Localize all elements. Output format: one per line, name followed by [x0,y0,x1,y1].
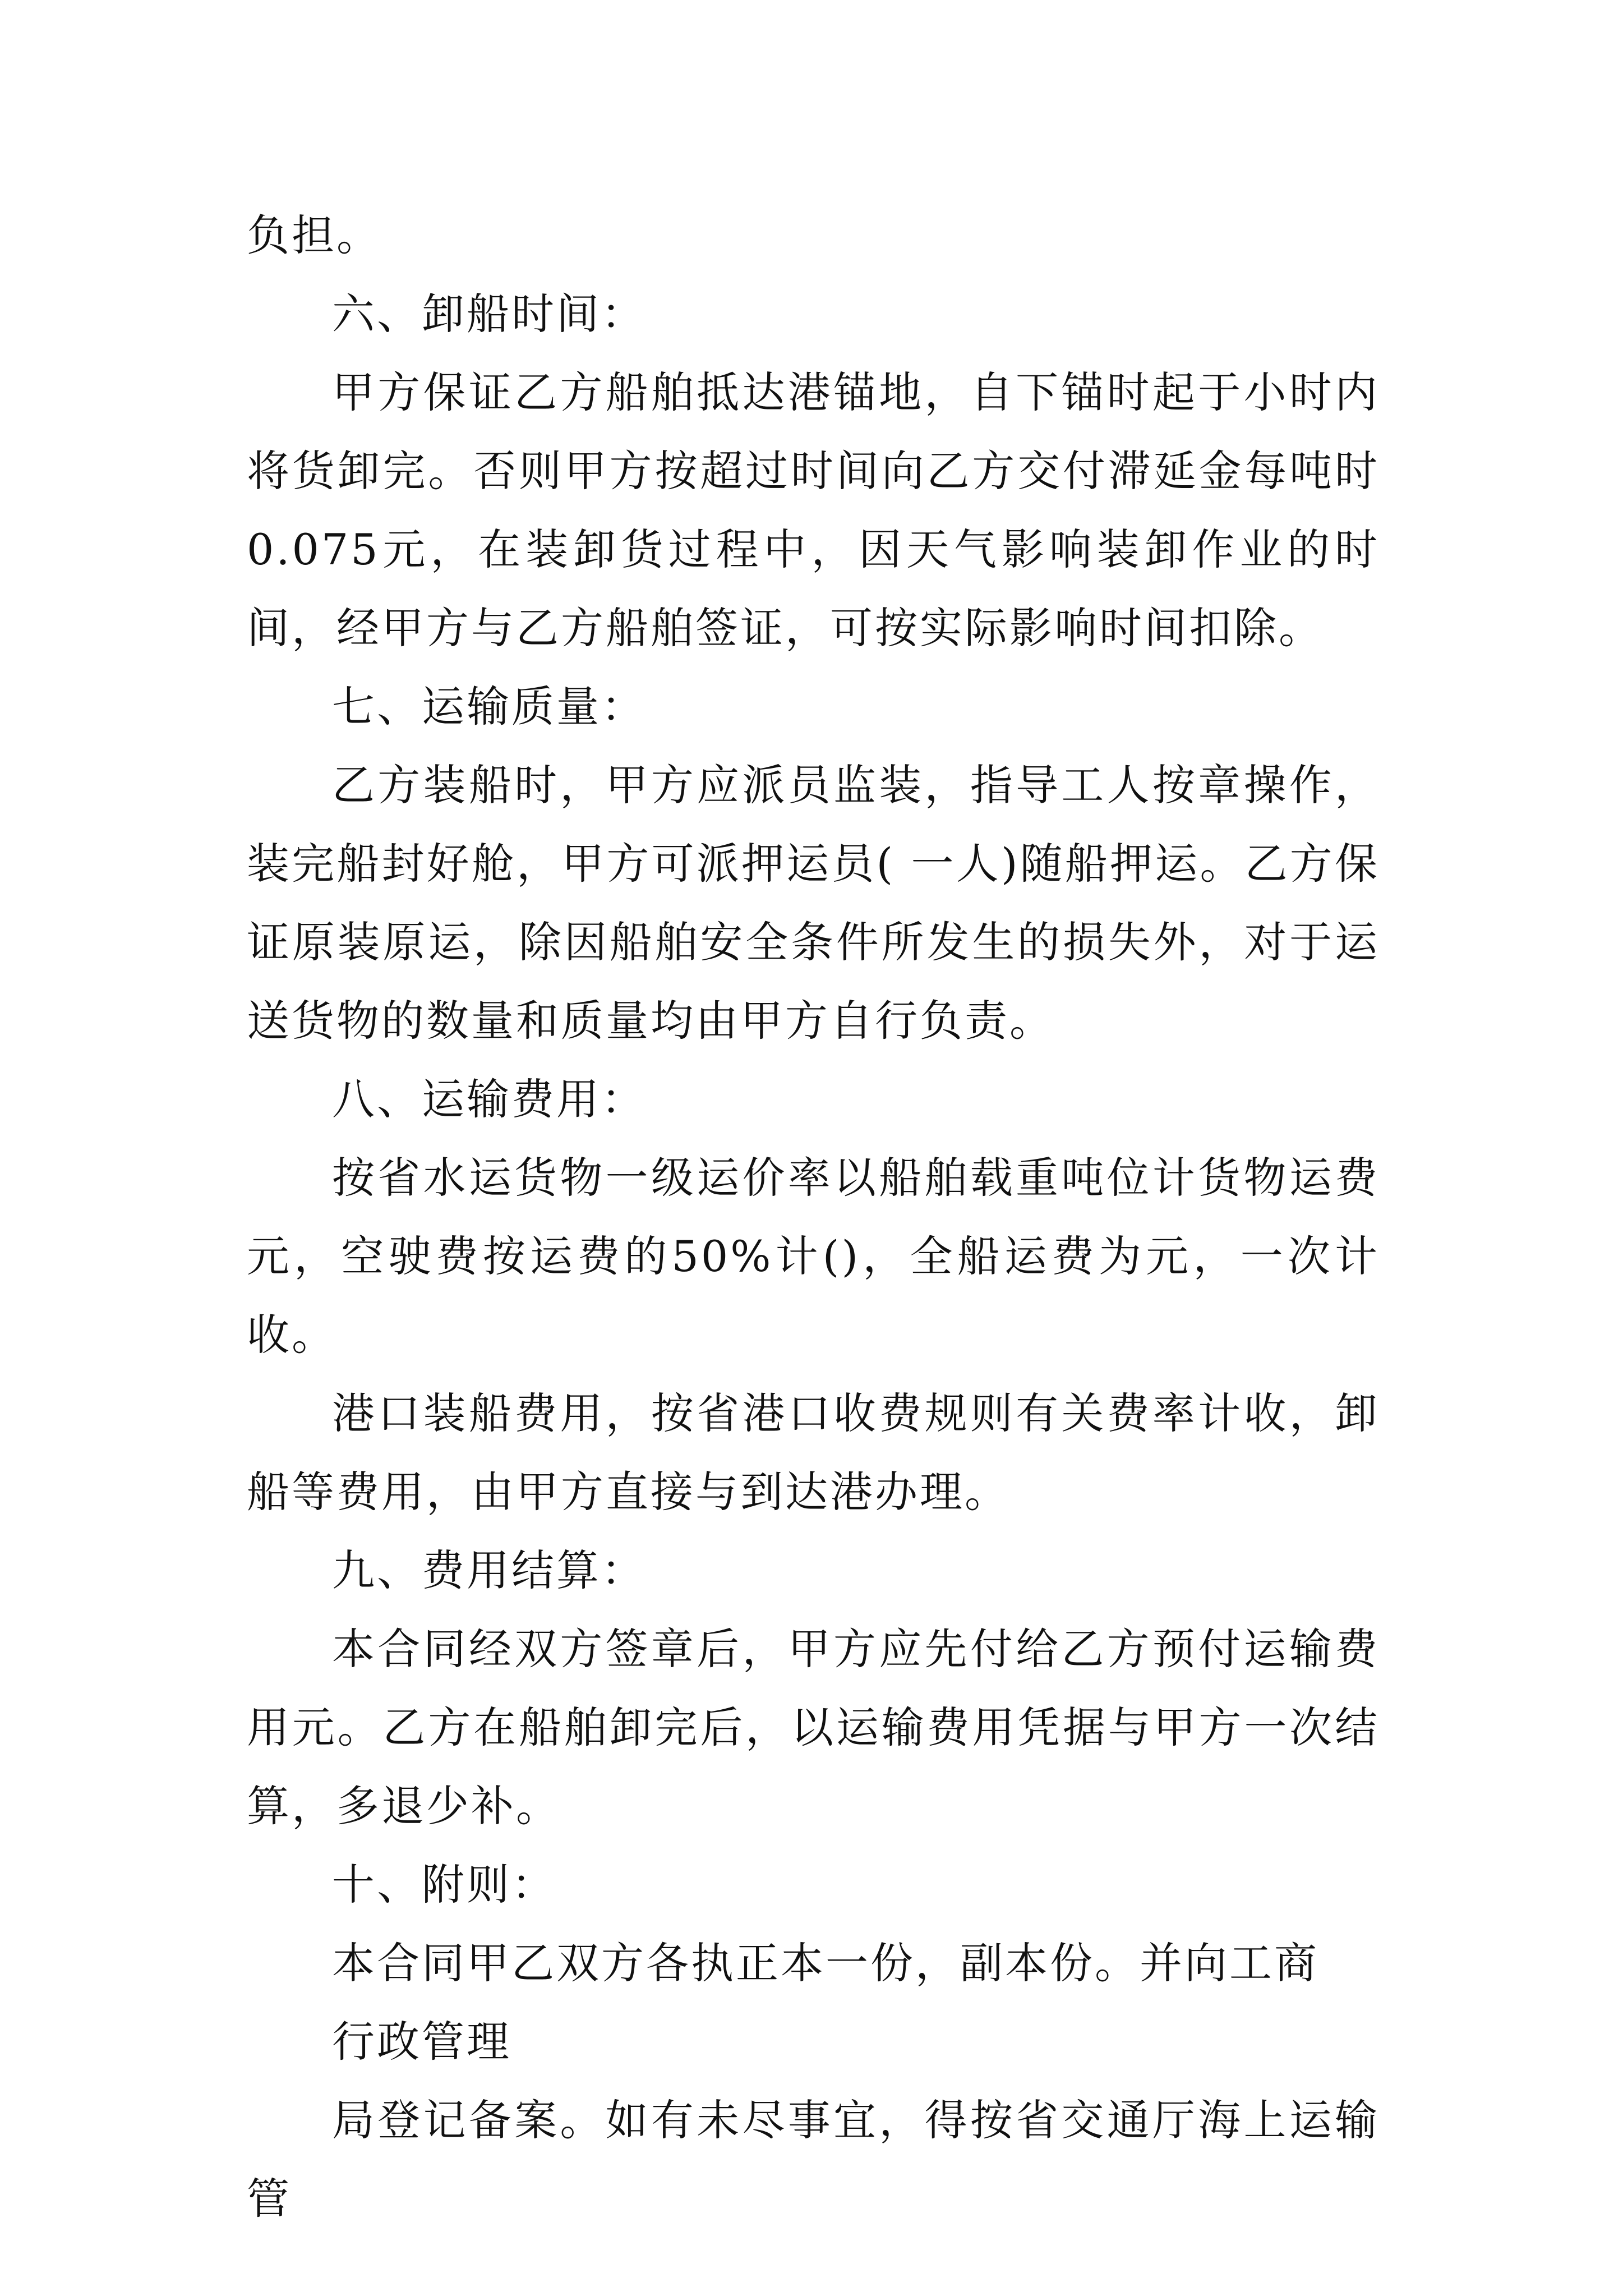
paragraph-unloading-terms: 甲方保证乙方船舶抵达港锚地，自下锚时起于小时内将货卸完。否则甲方按超过时间向乙方交付滞延金每吨时0.075元，在装卸货过程中，因天气影响装卸作业的时间，经甲方与乙方船舶签证，可按实际影响时间扣除。 [247,367,1380,653]
section-heading-transport-quality: 七、运输质量： [332,682,646,731]
section-heading-transport-fees: 八、运输费用： [332,1074,646,1124]
paragraph-continuation: 负担。 [247,210,381,260]
paragraph-settlement-terms: 本合同经双方签章后，甲方应先付给乙方预付运输费用元。乙方在船舶卸完后，以运输费用凭据与甲方一次结算，多退少补。 [247,1624,1380,1831]
paragraph-copies: 本合同甲乙双方各执正本一份，副本份。并向工商 [332,1938,1319,1988]
paragraph-quality-terms: 乙方装船时，甲方应派员监装，指导工人按章操作，装完船封好舱，甲方可派押运员( 一人)随船押运。乙方保证原装原运，除因船舶安全条件所发生的损失外，对于运送货物的数量和质量均由甲方自行负责。 [247,760,1380,1046]
section-heading-unloading-time: 六、卸船时间： [332,289,646,339]
paragraph-freight-rate: 按省水运货物一级运价率以船舶载重吨位计货物运费元，空驶费按运费的50%计()，全船运费为元，一次计收。 [247,1153,1380,1360]
paragraph-admin: 行政管理 [332,2017,511,2067]
paragraph-registration: 局登记备案。如有未尽事宜，得按省交通厅海上运输管 [247,2095,1380,2224]
section-heading-fee-settlement: 九、费用结算： [332,1545,646,1595]
section-heading-supplementary: 十、附则： [332,1860,556,1910]
document-body [247,196,1380,2238]
paragraph-port-fees: 港口装船费用，按省港口收费规则有关费率计收，卸船等费用，由甲方直接与到达港办理。 [247,1388,1380,1517]
